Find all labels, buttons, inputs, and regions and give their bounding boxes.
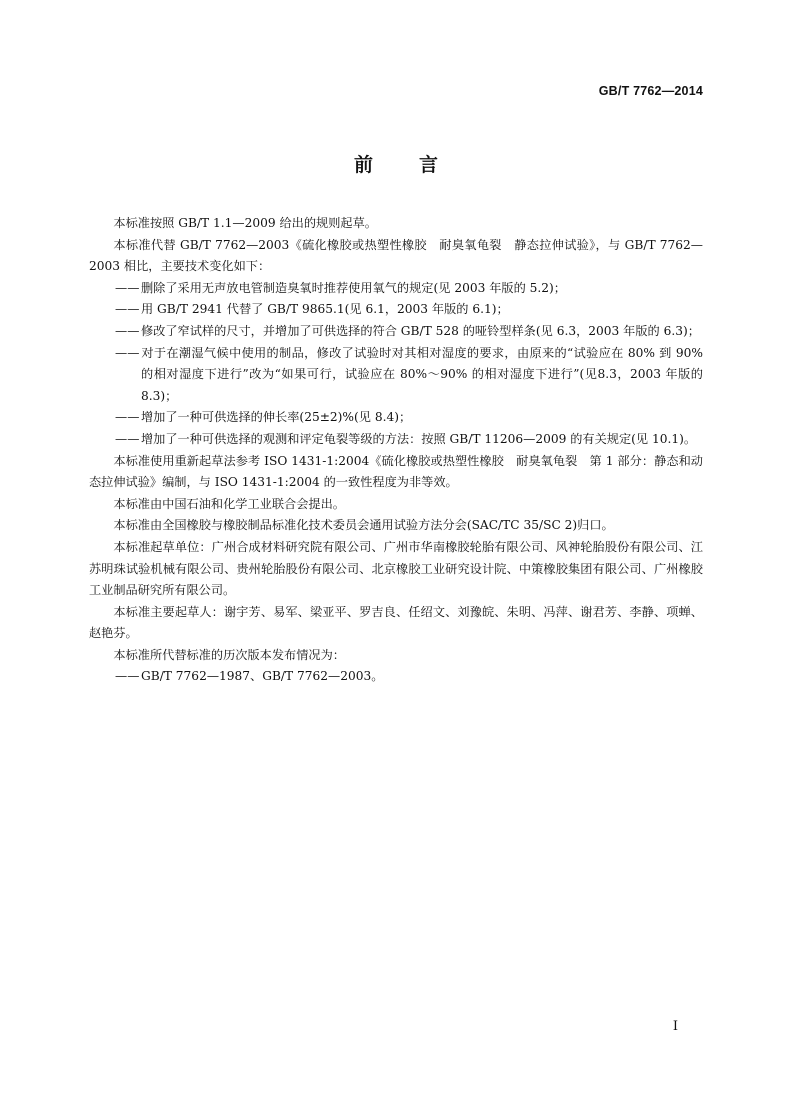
- paragraph-history: 本标准所代替标准的历次版本发布情况为：: [113, 647, 345, 662]
- dash-mark: ——: [115, 669, 140, 684]
- dash-mark: ——: [115, 302, 140, 317]
- paragraph-drafters: 本标准主要起草人：谢宇芳、易军、梁亚平、罗吉良、任绍文、刘豫皖、朱明、冯萍、谢君芳、李静、项蝉、赵艳芬。: [89, 604, 703, 641]
- document-body: [89, 213, 703, 688]
- paragraph-iso-reference: 本标准使用重新起草法参考 ISO 1431-1:2004《硫化橡胶或热塑性橡胶 耐臭氧龟裂 第 1 部分：静态和动态拉伸试验》编制，与 ISO 1431-1:2004 的一致性程度为非等效。: [89, 453, 703, 490]
- paragraph-drafting-units: 本标准起草单位：广州合成材料研究院有限公司、广州市华南橡胶轮胎有限公司、风神轮胎股份有限公司、江苏明珠试验机械有限公司、贵州轮胎股份有限公司、北京橡胶工业研究设计院、中策橡胶集团有限公司、广州橡胶工业制品研究所有限公司。: [89, 539, 703, 598]
- list-item-text: 增加了一种可供选择的观测和评定龟裂等级的方法：按照 GB/T 11206—2009 的有关规定(见 10.1)。: [141, 431, 697, 446]
- title-char-1: 前: [353, 154, 373, 176]
- changes-list: [89, 278, 703, 451]
- dash-mark: ——: [115, 410, 140, 425]
- paragraph-replacement: 本标准代替 GB/T 7762—2003《硫化橡胶或热塑性橡胶 耐臭氧龟裂 静态拉伸试验》，与 GB/T 7762—2003 相比，主要技术变化如下：: [89, 237, 703, 274]
- list-item-text: 增加了一种可供选择的伸长率(25±2)%(见 8.4)；: [141, 410, 412, 425]
- list-item: [115, 321, 703, 343]
- list-item: [115, 343, 703, 408]
- title-char-2: 言: [419, 154, 439, 176]
- list-item: [115, 278, 703, 300]
- list-item-text: 删除了采用无声放电管制造臭氧时推荐使用氧气的规定(见 2003 年版的 5.2)；: [141, 280, 566, 295]
- standard-code-header: GB/T 7762—2014: [598, 84, 703, 98]
- list-item: [115, 429, 703, 451]
- list-item: [115, 407, 703, 429]
- dash-mark: ——: [115, 323, 140, 338]
- paragraph-drafting-rules: 本标准按照 GB/T 1.1—2009 给出的规则起草。: [113, 216, 377, 230]
- paragraph-proposer: 本标准由中国石油和化学工业联合会提出。: [113, 496, 345, 511]
- dash-mark: ——: [115, 345, 140, 360]
- page-number: I: [672, 1019, 678, 1034]
- dash-mark: ——: [115, 280, 140, 295]
- list-item-text: 用 GB/T 2941 代替了 GB/T 9865.1(见 6.1，2003 年版的 6.1)；: [141, 302, 509, 317]
- page-title: [0, 150, 792, 177]
- list-item-text: 对于在潮湿气候中使用的制品，修改了试验时对其相对湿度的要求，由原来的“试验应在 80% 到 90% 的相对湿度下进行”改为“如果可行，试验应在 80%～90% 的相对湿度下进行”(见8.3，2003 年版的 8.3)；: [141, 345, 703, 403]
- paragraph-committee: 本标准由全国橡胶与橡胶制品标准化技术委员会通用试验方法分会(SAC/TC 35/SC 2)归口。: [113, 518, 614, 533]
- list-item: [115, 299, 703, 321]
- history-item-text: GB/T 7762—1987、GB/T 7762—2003。: [141, 669, 384, 684]
- history-item: [115, 666, 703, 688]
- dash-mark: ——: [115, 431, 140, 446]
- list-item-text: 修改了窄试样的尺寸，并增加了可供选择的符合 GB/T 528 的哑铃型样条(见 6.3，2003 年版的 6.3)；: [141, 323, 700, 338]
